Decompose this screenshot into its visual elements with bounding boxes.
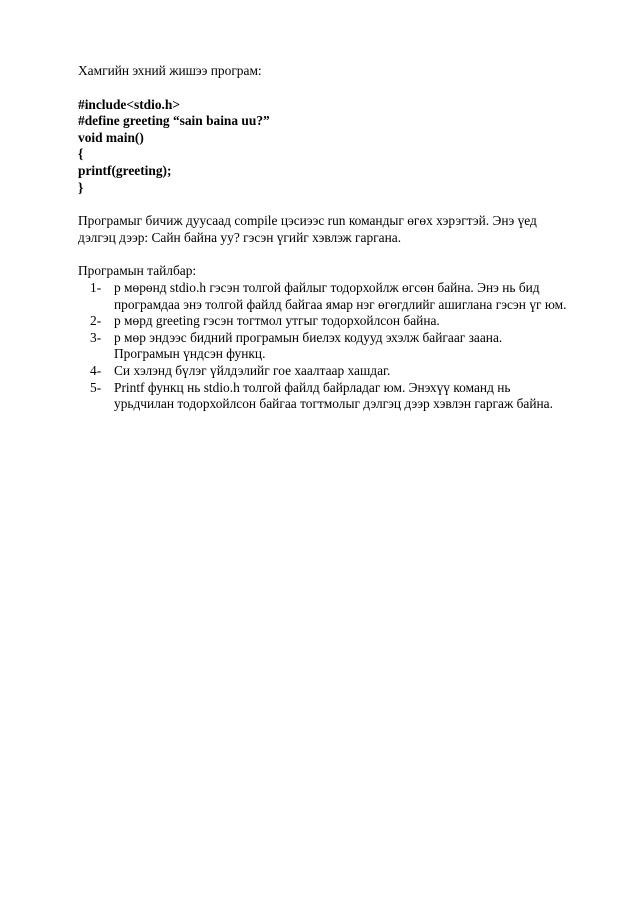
list-item-number: 1- [90,279,102,295]
code-line-include: #include<stdio.h> [78,96,180,112]
list-item-text: р мөр эндээс бидний програмын биелэх кодууд эхэлж байгааг заана. Програмын үндсэн функц. [114,329,503,362]
list-item-number: 2- [90,313,102,329]
list-item-text: р мөрөнд stdio.h гэсэн толгой файлыг тодорхойлж өгсөн байна. Энэ нь бид програмдаа энэ толгой файлд байгаа ямар нэг өгөгдлийг ашиглана гэсэн үг юм. [114,279,567,312]
list-item [78,380,568,413]
list-item-text: Си хэлэнд бүлэг үйлдэлийг гое хаалтаар хашдаг. [114,362,391,378]
run-instructions-paragraph: Програмыг бичиж дуусаад compile цэсиээс run командыг өгөх хэрэгтэй. Энэ үед дэлгэц дээр: Сайн байна уу? гэсэн үгийг хэвлэж гаргана. [78,213,537,245]
code-line-main: void main() [78,129,144,145]
document-heading: Хамгийн эхний жишээ програм: [78,63,262,78]
code-line-printf: printf(greeting); [78,162,172,178]
code-block [78,97,568,197]
list-item-number: 3- [90,329,102,345]
list-item [78,313,568,330]
code-line-define: #define greeting “sain baina uu?” [78,113,270,129]
list-item-text: Printf функц нь stdio.h толгой файлд байрладаг юм. Энэхүү команд нь урьдчилан тодорхойлсон байгаа тогтмолыг дэлгэц дээр хэвлэн гаргаж байна. [114,379,553,412]
list-item [78,280,568,313]
list-item [78,363,568,380]
document-content [78,63,568,413]
list-item-text: р мөрд greeting гэсэн тогтмол утгыг тодорхойлсон байна. [114,313,440,329]
list-item-number: 4- [90,362,102,378]
explanation-title: Програмын тайлбар: [78,263,197,279]
code-line-close-brace: } [78,179,84,195]
code-line-open-brace: { [78,146,84,162]
list-item-number: 5- [90,379,102,395]
list-item [78,330,568,363]
explanation-list [78,280,568,413]
